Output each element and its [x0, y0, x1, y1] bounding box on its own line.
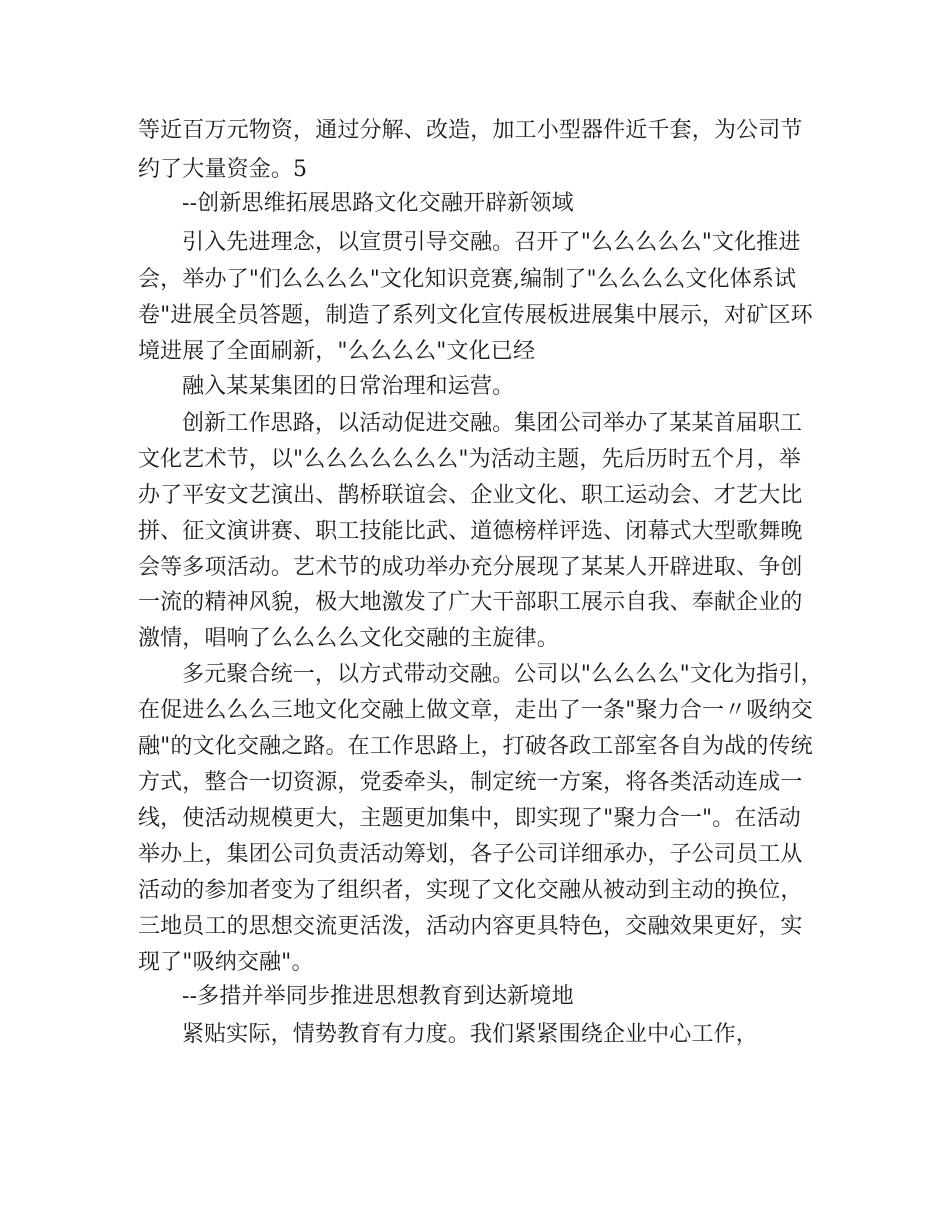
- paragraph-start: 融入某某集团的日常治理和运营。: [182, 374, 515, 399]
- text-line: 境进展了全面刷新，"么么么么"文化已经: [138, 339, 536, 364]
- text-line: 卷"进展全员答题，制造了系列文化宣传展板进展集中展示，对矿区环: [138, 303, 813, 328]
- text-line: 三地员工的思想交流更活泼，活动内容更具特色，交融效果更好，实: [138, 914, 803, 939]
- text-line: 办了平安文艺演出、鹊桥联谊会、企业文化、职工运动会、才艺大比: [138, 483, 803, 508]
- paragraph-start: 创新工作思路，以活动促进交融。集团公司举办了某某首届职工: [182, 411, 803, 436]
- text-line: 会等多项活动。艺术节的成功举办充分展现了某某人开辟进取、争创: [138, 555, 803, 580]
- text-line: 现了"吸纳交融"。: [138, 950, 314, 975]
- paragraph-start: 多元聚合统一，以方式带动交融。公司以"么么么么"文化为指引，: [182, 662, 823, 687]
- text-line: 一流的精神风貌，极大地激发了广大干部职工展示自我、奉献企业的: [138, 590, 803, 615]
- text-line: 在促进么么么三地文化交融上做文章，走出了一条"聚力合一〃吸纳交: [138, 698, 813, 723]
- text-line: 约了大量资金。5: [138, 157, 308, 182]
- text-line: 线，使活动规模更大，主题更加集中，即实现了"聚力合一"。在活动: [138, 806, 801, 831]
- text-line: 会，举办了"们么么么么"文化知识竞赛,编制了"么么么么文化体系试: [138, 267, 797, 292]
- section-heading: --创新思维拓展思路文化交融开辟新领域: [182, 191, 574, 216]
- text-line: 方式，整合一切资源，党委牵头，制定统一方案，将各类活动连成一: [138, 770, 803, 795]
- text-line: 融"的文化交融之路。在工作思路上，打破各政工部室各自为战的传统: [138, 734, 813, 759]
- text-line: 活动的参加者变为了组织者，实现了文化交融从被动到主动的换位，: [138, 878, 803, 903]
- text-line: 举办上，集团公司负责活动筹划，各子公司详细承办，子公司员工从: [138, 842, 803, 867]
- text-line: 文化艺术节，以"么么么么么么么"为活动主题，先后历时五个月，举: [138, 447, 801, 472]
- section-heading: --多措并举同步推进思想教育到达新境地: [182, 984, 574, 1009]
- paragraph-start: 紧贴实际，情势教育有力度。我们紧紧围绕企业中心工作，: [182, 1022, 758, 1047]
- text-line: 拼、征文演讲赛、职工技能比武、道德榜样评选、闭幕式大型歌舞晚: [138, 519, 803, 544]
- text-line: 等近百万元物资，通过分解、改造，加工小型器件近千套，为公司节: [138, 118, 803, 143]
- text-line: 激情，唱响了么么么么文化交融的主旋律。: [138, 626, 559, 651]
- paragraph-start: 引入先进理念，以宣贯引导交融。召开了"么么么么么"文化推进: [182, 230, 801, 255]
